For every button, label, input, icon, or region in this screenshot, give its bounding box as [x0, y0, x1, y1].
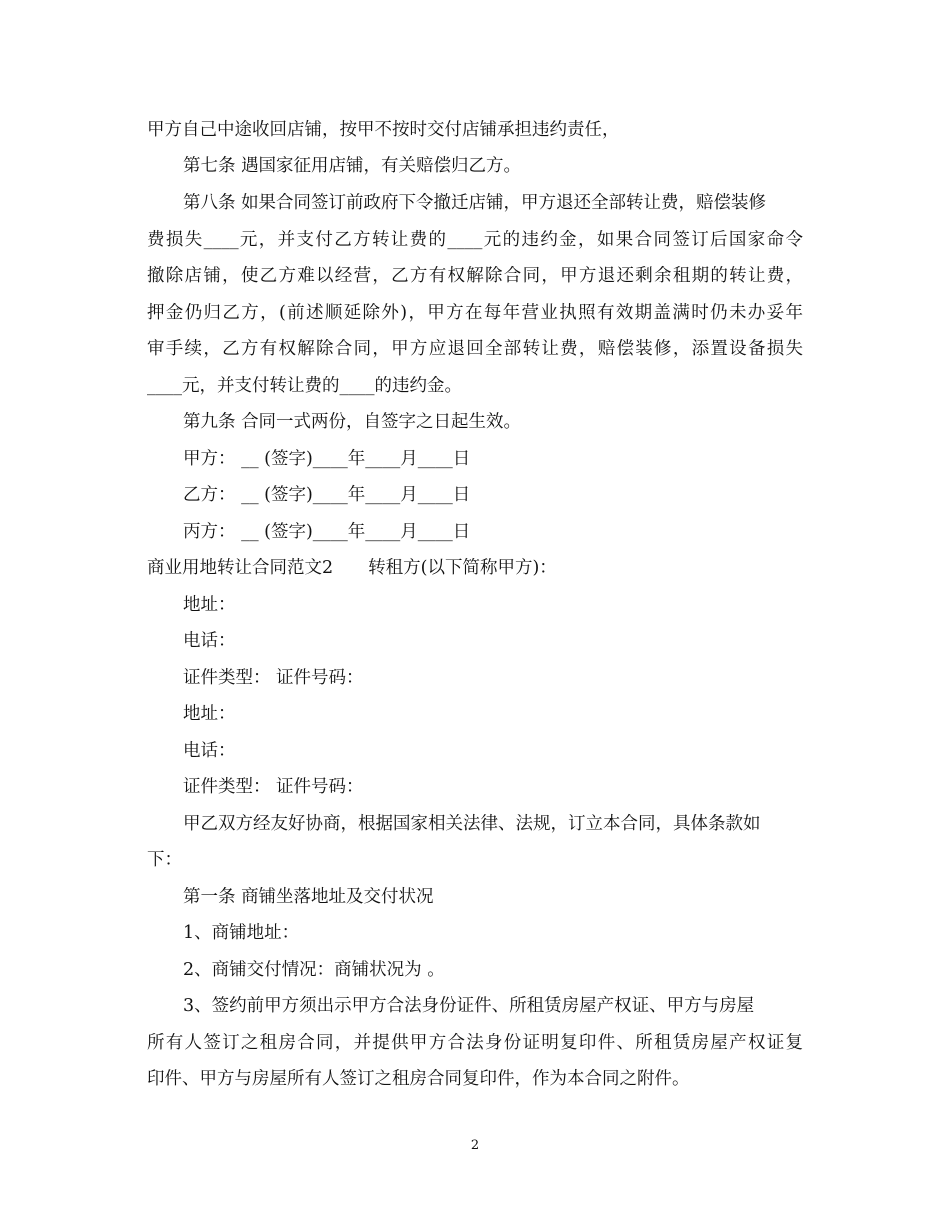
text-line: 第一条 商铺坐落地址及交付状况 [183, 887, 434, 907]
signature-line-party-c: 丙方： __ (签字)____年____月____日 [183, 522, 471, 542]
text-line: 第七条 遇国家征用店铺，有关赔偿归乙方。 [183, 156, 522, 176]
text-line: 甲乙双方经友好协商，根据国家相关法律、法规，订立本合同，具体条款如 [183, 814, 761, 834]
text-line: 地址： [183, 704, 236, 724]
page-number: 2 [470, 1138, 480, 1153]
text-line: 第九条 合同一式两份，自签字之日起生效。 [183, 412, 522, 432]
text-line: 2、商铺交付情况：商铺状况为 。 [183, 960, 445, 980]
text-line: 押金仍归乙方，(前述顺延除外)，甲方在每年营业执照有效期盖满时仍未办妥年 [147, 303, 803, 323]
text-line: 电话： [183, 631, 236, 651]
text-line: 撤除店铺，使乙方难以经营，乙方有权解除合同，甲方退还剩余租期的转让费， [147, 266, 803, 286]
text-line: 下： [147, 850, 182, 870]
signature-line-party-b: 乙方： __ (签字)____年____月____日 [183, 485, 471, 505]
text-line: 电话： [183, 741, 236, 761]
text-line: 费损失____元，并支付乙方转让费的____元的违约金，如果合同签订后国家命令 [147, 230, 803, 250]
text-line: 证件类型： 证件号码： [183, 668, 364, 688]
text-line: 印件、甲方与房屋所有人签订之租房合同复印件，作为本合同之附件。 [147, 1069, 690, 1089]
text-line: 所有人签订之租房合同，并提供甲方合法身份证明复印件、所租赁房屋产权证复 [147, 1033, 803, 1053]
text-line: 3、签约前甲方须出示甲方合法身份证件、所租赁房屋产权证、甲方与房屋 [183, 996, 755, 1016]
text-line: 审手续，乙方有权解除合同，甲方应退回全部转让费，赔偿装修，添置设备损失 [147, 339, 803, 359]
text-line: 证件类型： 证件号码： [183, 777, 364, 797]
signature-line-party-a: 甲方： __ (签字)____年____月____日 [183, 449, 471, 469]
text-line: 甲方自己中途收回店铺，按甲不按时交付店铺承担违约责任， [147, 120, 620, 140]
text-line: 1、商铺地址： [183, 923, 300, 943]
text-line: 第八条 如果合同签订前政府下令撤迁店铺，甲方退还全部转让费，赔偿装修 [183, 193, 767, 213]
section-heading: 商业用地转让合同范文2 转租方(以下简称甲方)： [147, 558, 557, 578]
text-line: 地址： [183, 595, 236, 615]
text-line: ____元，并支付转让费的____的违约金。 [147, 376, 462, 396]
